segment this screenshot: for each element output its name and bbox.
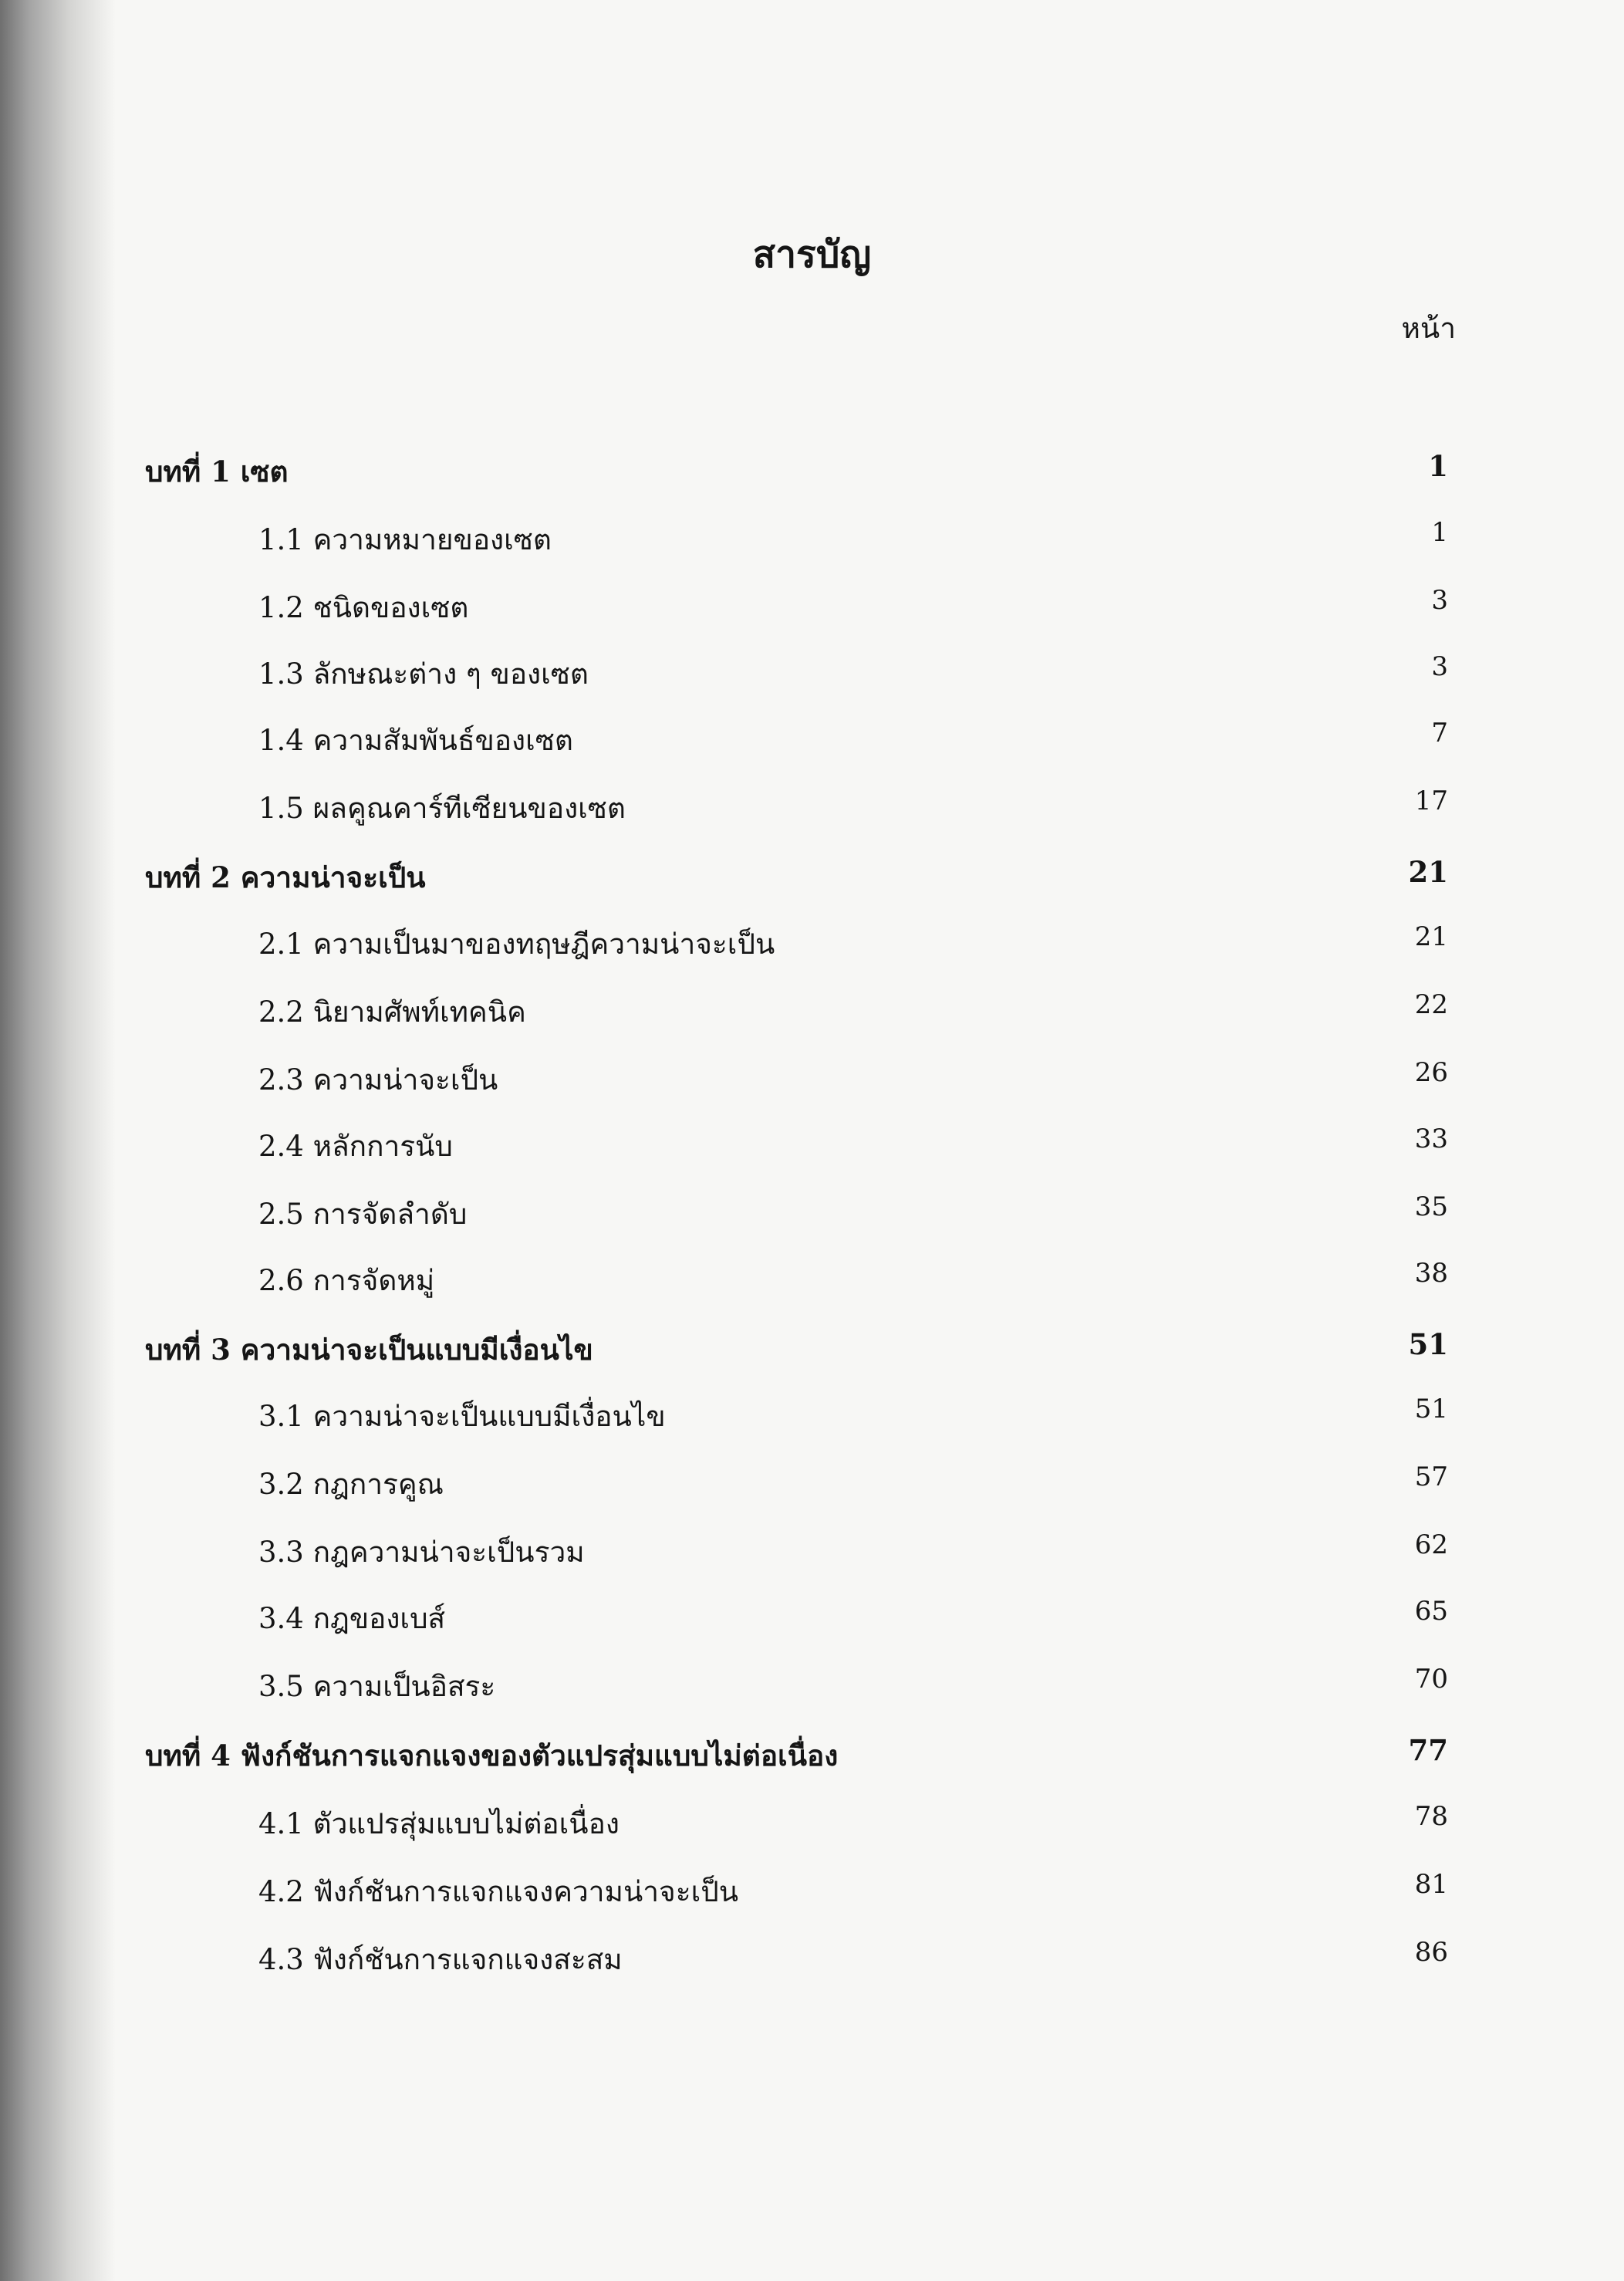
toc-section-1-2 bbox=[0, 585, 1624, 631]
toc-entry-page: 77 bbox=[1408, 1733, 1448, 1767]
toc-chapter-4 bbox=[0, 1733, 1624, 1779]
toc-entry-title: บทที่ 2 ความน่าจะเป็น bbox=[145, 860, 426, 894]
toc-entry-title: 1.1 ความหมายของเซต bbox=[258, 523, 552, 556]
toc-section-3-3 bbox=[0, 1529, 1624, 1576]
toc-entry-title: 4.2 ฟังก์ชันการแจกแจงความน่าจะเป็น bbox=[258, 1875, 738, 1908]
toc-entry-title: บทที่ 3 ความน่าจะเป็นแบบมีเงื่อนไข bbox=[145, 1333, 593, 1367]
page-title: สารบัญ bbox=[752, 233, 872, 276]
toc-section-4-2 bbox=[0, 1869, 1624, 1915]
toc-entry-page: 17 bbox=[1414, 786, 1448, 816]
toc-entry-title: 3.5 ความเป็นอิสระ bbox=[258, 1670, 496, 1703]
toc-section-3-5 bbox=[0, 1664, 1624, 1710]
toc-entry-title: 1.4 ความสัมพันธ์ของเซต bbox=[258, 724, 573, 757]
toc-entry-page: 33 bbox=[1414, 1124, 1448, 1154]
toc-entry-page: 1 bbox=[1428, 449, 1448, 483]
toc-entry-page: 57 bbox=[1414, 1462, 1448, 1492]
toc-entry-title: 2.1 ความเป็นมาของทฤษฎีความน่าจะเป็น bbox=[258, 928, 775, 961]
toc-section-4-1 bbox=[0, 1801, 1624, 1847]
toc-entry-page: 21 bbox=[1408, 855, 1448, 889]
toc-entry-title: บทที่ 1 เซต bbox=[145, 455, 289, 488]
toc-entry-title: 1.2 ชนิดของเซต bbox=[258, 591, 469, 624]
toc-section-1-5 bbox=[0, 786, 1624, 832]
toc-entry-page: 35 bbox=[1414, 1191, 1448, 1222]
toc-chapter-1 bbox=[0, 449, 1624, 495]
toc-section-2-4 bbox=[0, 1124, 1624, 1170]
toc-entry-title: 3.3 กฎความน่าจะเป็นรวม bbox=[258, 1536, 585, 1569]
toc-entry-title: 3.1 ความน่าจะเป็นแบบมีเงื่อนไข bbox=[258, 1400, 666, 1433]
toc-entry-page: 81 bbox=[1414, 1869, 1448, 1900]
toc-entry-page: 65 bbox=[1414, 1596, 1448, 1627]
toc-entry-page: 51 bbox=[1414, 1394, 1448, 1424]
toc-entry-page: 26 bbox=[1414, 1057, 1448, 1088]
toc-section-2-3 bbox=[0, 1057, 1624, 1103]
toc-chapter-2 bbox=[0, 855, 1624, 901]
toc-entry-page: 70 bbox=[1414, 1664, 1448, 1695]
toc-section-2-5 bbox=[0, 1191, 1624, 1238]
toc-entry-title: 2.2 นิยามศัพท์เทคนิค bbox=[258, 995, 526, 1029]
toc-section-4-3 bbox=[0, 1937, 1624, 1983]
toc-section-1-3 bbox=[0, 651, 1624, 698]
toc-section-1-4 bbox=[0, 718, 1624, 764]
toc-entry-title: 2.5 การจัดลำดับ bbox=[258, 1198, 468, 1231]
toc-section-3-1 bbox=[0, 1394, 1624, 1440]
toc-entry-page: 3 bbox=[1431, 651, 1448, 682]
toc-entry-title: 4.3 ฟังก์ชันการแจกแจงสะสม bbox=[258, 1943, 623, 1976]
toc-entry-title: 2.4 หลักการนับ bbox=[258, 1130, 453, 1163]
toc-chapter-3 bbox=[0, 1327, 1624, 1374]
toc-section-2-6 bbox=[0, 1258, 1624, 1304]
toc-section-3-4 bbox=[0, 1596, 1624, 1642]
toc-section-2-1 bbox=[0, 921, 1624, 968]
toc-entry-title: 3.4 กฎของเบส์ bbox=[258, 1602, 446, 1635]
toc-entry-title: 3.2 กฎการคูณ bbox=[258, 1468, 444, 1501]
toc-entry-page: 62 bbox=[1414, 1529, 1448, 1560]
toc-entry-title: 1.5 ผลคูณคาร์ทีเซียนของเซต bbox=[258, 792, 626, 825]
toc-entry-page: 3 bbox=[1431, 585, 1448, 616]
toc-entry-title: 4.1 ตัวแปรสุ่มแบบไม่ต่อเนื่อง bbox=[258, 1807, 620, 1840]
toc-entry-page: 7 bbox=[1431, 718, 1448, 749]
toc-section-1-1 bbox=[0, 517, 1624, 563]
toc-entry-page: 21 bbox=[1414, 921, 1448, 952]
toc-entry-page: 78 bbox=[1414, 1801, 1448, 1832]
toc-entry-title: 2.3 ความน่าจะเป็น bbox=[258, 1063, 498, 1097]
toc-section-3-2 bbox=[0, 1462, 1624, 1508]
toc-entry-page: 22 bbox=[1414, 989, 1448, 1020]
toc-section-2-2 bbox=[0, 989, 1624, 1036]
toc-entry-page: 51 bbox=[1408, 1327, 1448, 1361]
toc-entry-page: 86 bbox=[1414, 1937, 1448, 1968]
toc-entry-title: 1.3 ลักษณะต่าง ๆ ของเซต bbox=[258, 657, 589, 691]
toc-entry-page: 1 bbox=[1431, 517, 1448, 548]
toc-entry-page: 38 bbox=[1414, 1258, 1448, 1289]
page-column-header: หน้า bbox=[1401, 312, 1456, 345]
toc-entry-title: 2.6 การจัดหมู่ bbox=[258, 1264, 435, 1297]
toc-entry-title: บทที่ 4 ฟังก์ชันการแจกแจงของตัวแปรสุ่มแบบไม่ต่อเนื่อง bbox=[145, 1739, 839, 1772]
